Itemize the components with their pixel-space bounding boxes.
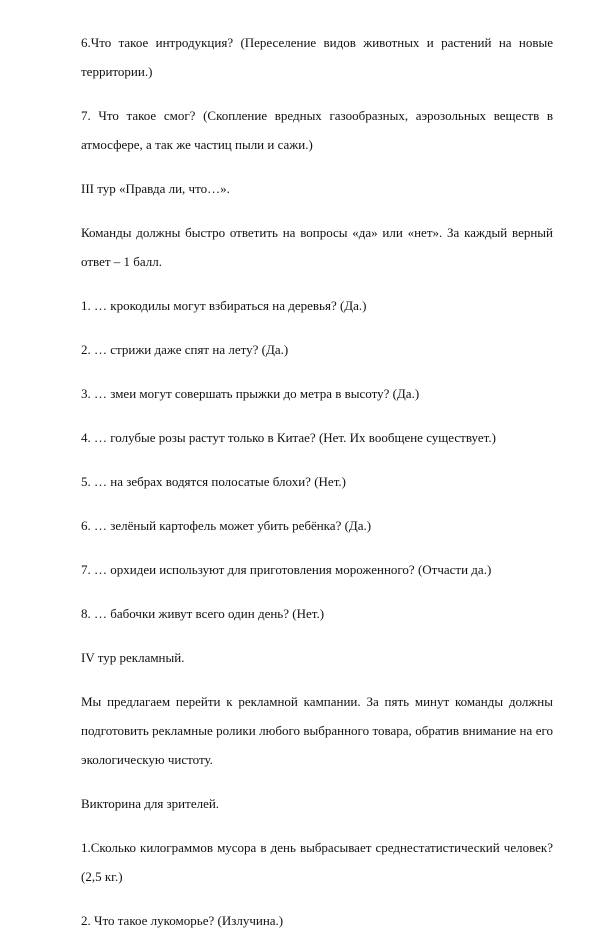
true-false-item-4: 4. … голубые розы растут только в Китае? (Нет. Их вообщене существует.) (81, 430, 496, 445)
round-4-heading: IV тур рекламный. (81, 650, 185, 665)
true-false-item-1: 1. … крокодилы могут взбираться на деревья? (Да.) (81, 298, 367, 313)
true-false-item-6: 6. … зелёный картофель может убить ребёнка? (Да.) (81, 518, 372, 533)
document-page (81, 28, 553, 950)
true-false-item-5: 5. … на зебрах водятся полосатые блохи? (Нет.) (81, 474, 346, 489)
true-false-item-7: 7. … орхидеи используют для приготовления мороженного? (Отчасти да.) (81, 562, 492, 577)
round-3-instructions: Команды должны быстро ответить на вопросы «да» или «нет». За каждый верный ответ – 1 балл. (81, 225, 553, 269)
audience-quiz-heading: Викторина для зрителей. (81, 796, 220, 811)
round-3-heading: III тур «Правда ли, что…». (81, 181, 230, 196)
true-false-item-3: 3. … змеи могут совершать прыжки до метра в высоту? (Да.) (81, 386, 420, 401)
question-smog: 7. Что такое смог? (Скопление вредных газообразных, аэрозольных веществ в атмосфере, а так же частиц пыли и сажи.) (81, 108, 553, 152)
question-introduction: 6.Что такое интродукция? (Переселение видов животных и растений на новые территории.) (81, 35, 553, 79)
audience-question-1: 1.Сколько килограммов мусора в день выбрасывает среднестатистический человек? (2,5 кг.) (81, 840, 553, 884)
round-4-instructions: Мы предлагаем перейти к рекламной кампании. За пять минут команды должны подготовить рекламные ролики любого выбранного товара, обратив внимание на его экологическую чистоту. (81, 694, 553, 767)
true-false-item-2: 2. … стрижи даже спят на лету? (Да.) (81, 342, 289, 357)
true-false-item-8: 8. … бабочки живут всего один день? (Нет.) (81, 606, 325, 621)
audience-question-2: 2. Что такое лукоморье? (Излучина.) (81, 913, 284, 928)
